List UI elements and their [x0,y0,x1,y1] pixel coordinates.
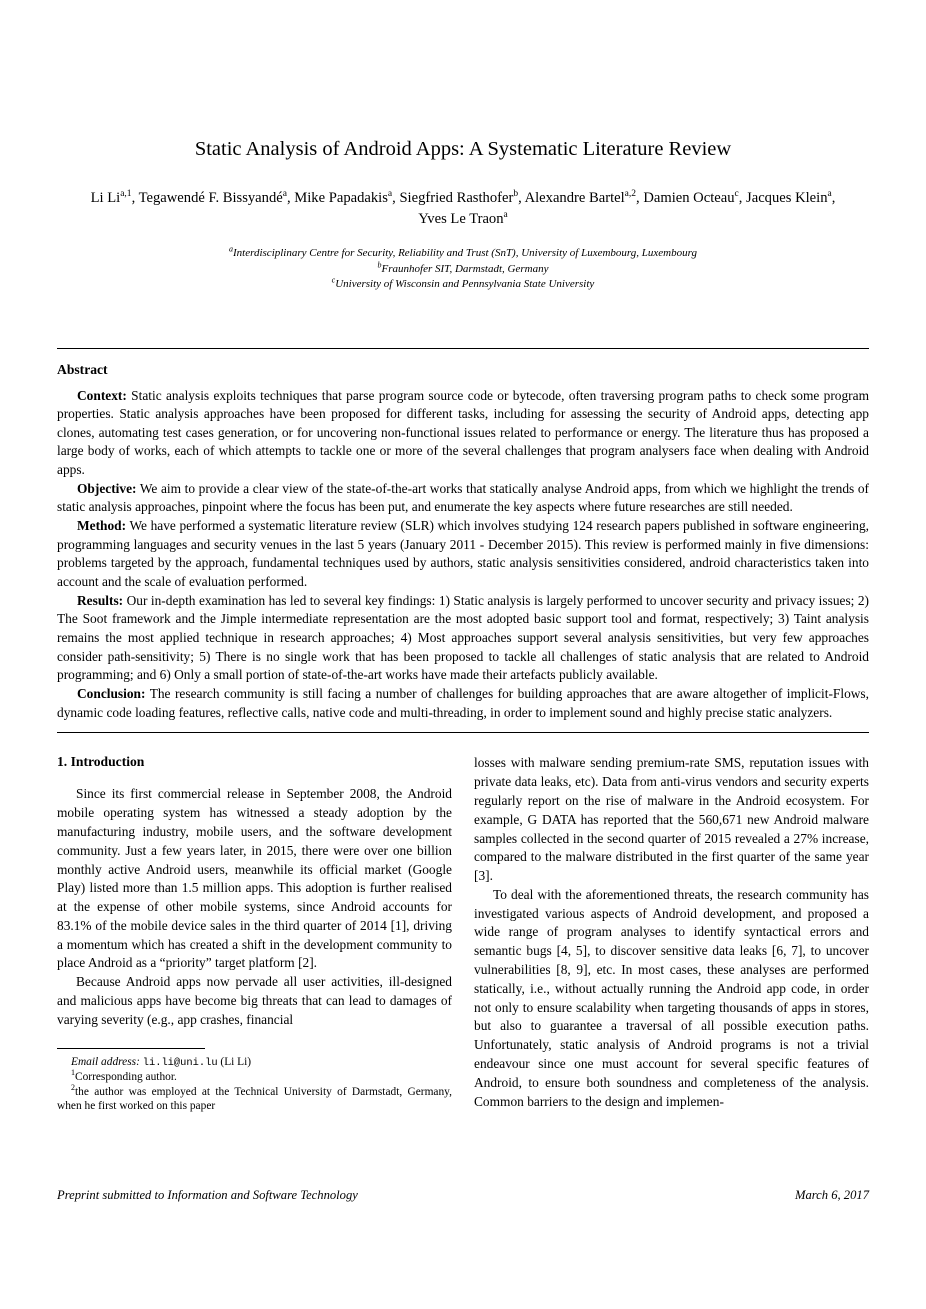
author-name: Li Li [90,190,121,206]
author-separator: , [636,190,640,206]
author-line-2 [57,209,869,230]
affiliation [57,246,869,262]
footnote-corresponding [57,1070,452,1085]
email-address: li.li@uni.lu [142,1056,218,1069]
author-name: Yves Le Traon [418,211,504,227]
author-affiliation-sup: b [513,189,519,200]
abstract-label: Objective: [77,480,137,496]
affiliation [57,277,869,293]
author [399,190,521,206]
author-separator: , [518,190,522,206]
author-affiliation-sup: a [503,210,508,221]
author-name: Damien Octeau [643,190,735,206]
intro-paragraph: Because Android apps now pervade all user activities, ill-designed and malicious apps have become big threats that can lead to damages of varying severity (e.g., app crashes, financial [57,974,452,1027]
footnote-text: the author was employed at the Technical University of Darmstadt, Germany, when he first worked on this paper [57,1085,452,1113]
author-name: Jacques Klein [746,190,828,206]
author [418,211,508,227]
author-separator: , [831,190,836,206]
affiliation-text: University of Wisconsin and Pennsylvania State University [335,278,595,290]
page-footer [57,1188,869,1203]
author-separator: , [286,190,291,206]
footnote-email [57,1055,452,1071]
email-label: Email address: [71,1055,140,1068]
intro-paragraph: losses with malware sending premium-rate SMS, reputation issues with private data leaks, etc). Data from anti-virus vendors and security experts regularly report on the rise of malware in the Android ecosystem. For example, G DATA has reported that the 560,671 new Android malware samples collected in the second quarter of 2015 revealed a 27% increase, compared to the malware distributed in the first quarter of the same year [3]. [474,755,869,884]
affiliation-sup: b [377,259,382,269]
author-affiliation-sup: a [282,189,287,200]
affiliation-sup: c [331,275,336,285]
author-separator: , [738,190,743,206]
affiliation-text: Fraunhofer SIT, Darmstadt, Germany [381,262,549,275]
author-affiliation-sup: a,2 [624,189,637,200]
abstract-top-rule [57,348,869,349]
footer-preprint-note: Preprint submitted to Information and Software Technology [57,1188,358,1202]
author-name: Alexandre Bartel [524,190,625,206]
abstract-heading: Abstract [57,361,108,377]
intro-paragraph: To deal with the aforementioned threats, the research community has investigated various aspects of Android development, and proposed a wide range of program analyses to identify syntactical errors and semantic bugs [4, 5], to discover sensitive data leaks [6, 7], to uncover vulnerabilities [8, 9], etc. In most cases, these analyses are performed statically, i.e., without actually running the Android app code, in order not only to ensure scalability when targeting thousands of apps in stores, but also to guarantee a traversal of all possible execution paths. Unfortunately, static analysis of Android programs is not a trivial endeavour since one must account for several specific features of Android, to ensure both soundness and completeness of the analysis. Common barriers to the design and implemen- [474,886,869,1109]
affiliation [57,259,869,278]
author-line-1 [57,188,869,209]
two-column-body [57,754,869,1114]
footnote-employment [57,1085,452,1114]
abstract-text: Our in-depth examination has led to several key findings: 1) Static analysis is largely performed to uncover security and privacy issues; 2) The Soot framework and the Jimple intermediate representation are the most adopted basic support tool and format, respectively; 3) Taint analysis remains the most applied technique in research approaches; 4) Most approaches support several analysis sensitivities, but very few approaches consider path-sensitivity; 5) There is no single work that has been proposed to tackle all challenges of static analysis that are related to Android programming; and 6) Only a small portion of state-of-the-art works have made their artefacts publicly available. [57,592,869,683]
abstract-paragraph-method [57,517,869,592]
intro-paragraph: Since its first commercial release in September 2008, the Android mobile operating system has witnessed a steady adoption by the manufacturing industry, mobile users, and the software development community. Just a few years later, in 2015, there were over one billion monthly active Android users, meanwhile its official market (Google Play) listed more than 1.5 million apps. This adoption is further realised at the expense of other mobile systems, since Android accounts for 83.1% of the mobile device sales in the third quarter of 2014 [1], driving a momentum which has created a shift in the development community to place Android as a “priority” target platform [2]. [57,786,452,971]
author-affiliation-sup: a [827,189,832,200]
affiliation-text: Interdisciplinary Centre for Security, Reliability and Trust (SnT), University of Luxembourg, Luxembourg [233,247,697,259]
author-name: Siegfried Rasthofer [399,190,514,206]
section-heading-introduction: 1. Introduction [57,754,145,770]
abstract-label: Results: [77,592,124,608]
author [643,190,742,206]
footnote-marker: 2 [71,1083,75,1093]
left-column [57,754,452,1114]
abstract-paragraph-objective [57,480,869,517]
footnote-rule [57,1048,205,1049]
abstract-paragraph-results [57,592,869,685]
author [91,190,136,206]
footer-date: March 6, 2017 [794,1188,869,1202]
author-affiliation-sup: c [734,189,739,200]
author [139,190,291,206]
footnote-text: Corresponding author. [75,1071,177,1084]
right-column [474,754,869,1114]
author-affiliation-sup: a [387,189,393,200]
author [294,190,396,206]
abstract-paragraph-conclusion [57,685,869,722]
abstract-bottom-rule [57,732,869,733]
affiliation-sup: a [229,244,233,254]
abstract-label: Conclusion: [77,686,146,701]
abstract-label: Method: [77,518,127,534]
author-name: Mike Papadakis [294,190,388,206]
footnote-block [57,1048,452,1114]
affiliation-list [57,246,869,293]
abstract-text: Static analysis exploits techniques that parse program source code or bytecode, often traversing program paths to check some program properties. Static analysis approaches have been proposed for different tasks, including for assessing the security of Android apps, detecting app clones, automating test cases generation, or for uncovering non-functional issues related to performance or energy. The literature thus has proposed a large body of works, each of which attempts to tackle one or more of the several challenges that program analysers face when dealing with Android apps. [57,387,869,478]
abstract-label: Context: [77,387,127,403]
footnote-marker: 1 [71,1068,75,1078]
paper-title: Static Analysis of Android Apps: A Systematic Literature Review [194,138,732,160]
email-owner: (Li Li) [220,1055,252,1068]
abstract-text: We aim to provide a clear view of the state-of-the-art works that statically analyse Android apps, from which we highlight the trends of static analysis approaches, pinpoint where the focus has been put, and enumerate the key aspects where future researches are still needed. [57,480,869,515]
author [746,190,835,206]
author-separator: , [131,190,136,206]
author-affiliation-sup: a,1 [120,189,132,200]
author-list [57,188,869,230]
abstract-section [57,387,869,723]
abstract-text: We have performed a systematic literature review (SLR) which involves studying 124 research papers published in software engineering, programming languages and security venues in the last 5 years (January 2011 - December 2015). This review is performed mainly in five dimensions: problems targeted by the approach, fundamental techniques used by authors, static analysis sensitivities considered, android characteristics taken into account and the scale of evaluation performed. [57,518,870,590]
author-name: Tegawendé F. Bissyandé [138,190,283,206]
author [525,190,640,206]
author-separator: , [392,190,396,206]
abstract-text: The research community is still facing a number of challenges for building approaches that are aware altogether of implicit-Flows, dynamic code loading features, reflective calls, native code and multi-threading, in order to implement sound and highly precise static analyzers. [57,686,869,720]
abstract-paragraph-context [57,387,869,480]
